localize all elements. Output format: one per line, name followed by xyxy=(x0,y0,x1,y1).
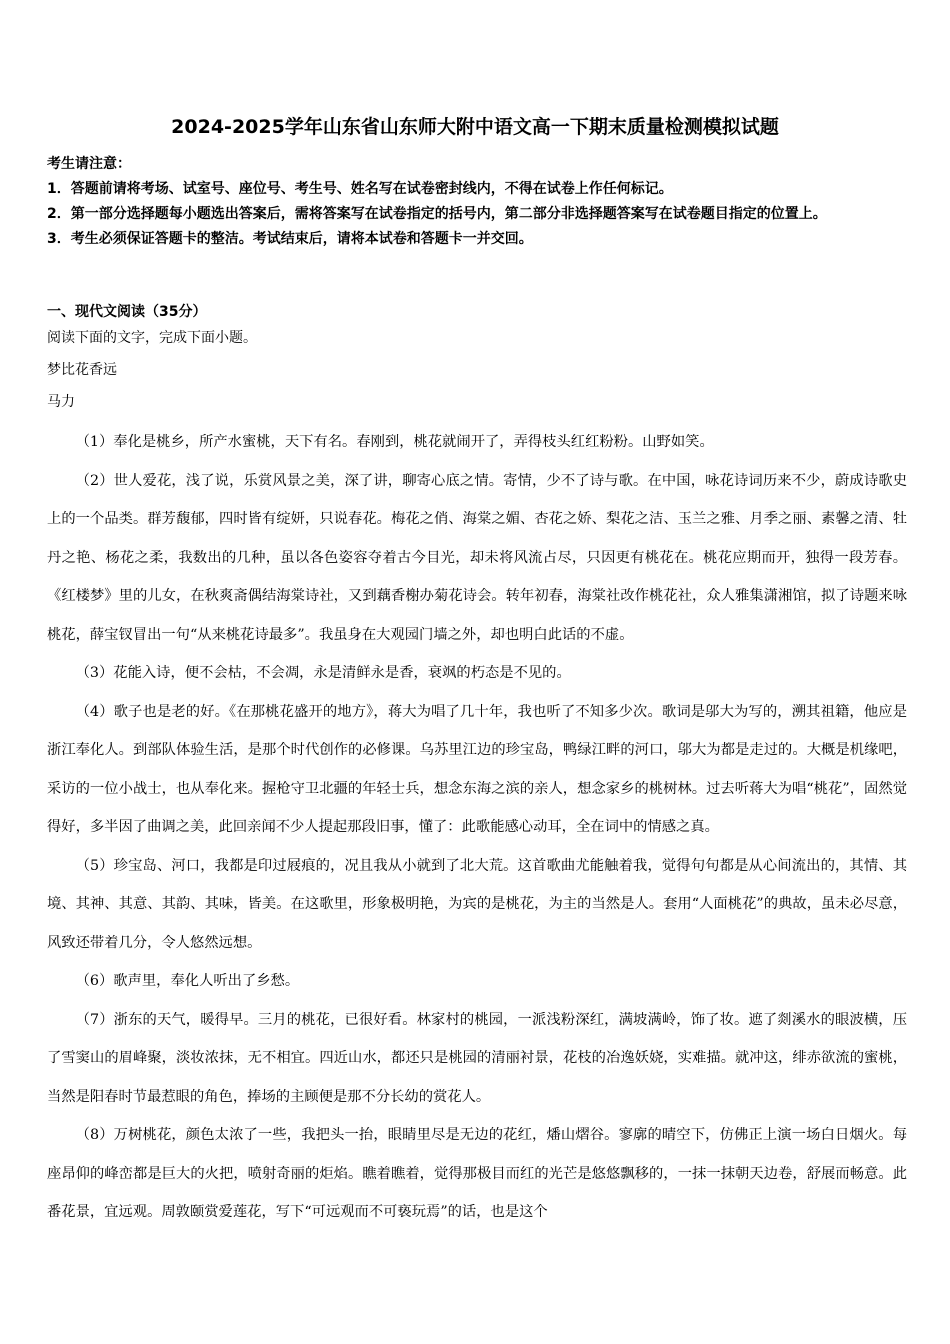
article-author: 马力 xyxy=(47,394,75,410)
section-instruction: 阅读下面的文字，完成下面小题。 xyxy=(47,330,257,346)
reading-section xyxy=(47,299,907,415)
notice-item: 3．考生必须保证答题卡的整洁。考试结束后，请将本试卷和答题卡一并交回。 xyxy=(47,231,533,247)
passage-paragraph: （7）浙东的天气，暖得早。三月的桃花，已很好看。林家村的桃园，一派浅粉深红，满坡满岭，饰了妆。遮了剡溪水的眼波横，压了雪窦山的眉峰聚，淡妆浓抹，无不相宜。四近山水，都还只是桃园的清丽衬景，花枝的冶逸妖娆，实难描。就冲这，绯赤欲流的蜜桃，当然是阳春时节最惹眼的角色，捧场的主顾便是那不分长幼的赏花人。 xyxy=(47,1011,907,1105)
reading-passage xyxy=(47,423,907,1232)
notice-heading: 考生请注意： xyxy=(47,156,131,172)
exam-title: 2024-2025学年山东省山东师大附中语文高一下期末质量检测模拟试题 xyxy=(171,116,779,138)
passage-paragraph: （6）歌声里，奉化人听出了乡愁。 xyxy=(75,973,300,989)
passage-paragraph: （4）歌子也是老的好。《在那桃花盛开的地方》，蒋大为唱了几十年，我也听了不知多少次。歌词是邬大为写的，溯其祖籍，他应是浙江奉化人。到部队体验生活，是那个时代创作的必修课。乌苏里江边的珍宝岛，鸭绿江畔的河口，邬大为都是走过的。大概是机缘吧，采访的一位小战士，也从奉化来。握枪守卫北疆的年轻士兵，想念东海之滨的亲人，想念家乡的桃树林。过去听蒋大为唱“桃花”，固然觉得好，多半因了曲调之美，此回亲闻不少人提起那段旧事，懂了：此歌能感心动耳，全在词中的情感之真。 xyxy=(47,703,907,835)
candidate-notice xyxy=(47,152,907,252)
passage-paragraph: （3）花能入诗，便不会枯，不会凋，永是清鲜永是香，衰飒的朽态是不见的。 xyxy=(75,665,571,681)
passage-paragraph: （5）珍宝岛、河口，我都是印过屐痕的，况且我从小就到了北大荒。这首歌曲尤能触着我，觉得句句都是从心间流出的，其情、其境、其神、其意、其韵、其味，皆美。在这歌里，形象极明艳，为宾的是桃花，为主的当然是人。套用“人面桃花”的典故，虽未必尽意，风致还带着几分，令人悠然远想。 xyxy=(47,857,907,951)
notice-item: 2．第一部分选择题每小题选出答案后，需将答案写在试卷指定的括号内，第二部分非选择题答案写在试卷题目指定的位置上。 xyxy=(47,206,827,222)
passage-paragraph: （1）奉化是桃乡，所产水蜜桃，天下有名。春刚到，桃花就闹开了，弄得枝头红红粉粉。山野如笑。 xyxy=(75,434,714,450)
section-heading: 一、现代文阅读（35分） xyxy=(47,304,207,320)
article-title: 梦比花香远 xyxy=(47,362,117,378)
notice-item: 1．答题前请将考场、试室号、座位号、考生号、姓名写在试卷密封线内，不得在试卷上作任何标记。 xyxy=(47,181,673,197)
passage-paragraph: （8）万树桃花，颜色太浓了一些，我把头一抬，眼睛里尽是无边的花红，燔山熠谷。寥廓的晴空下，仿佛正上演一场白日烟火。每座昂仰的峰峦都是巨大的火把，喷射奇丽的炬焰。瞧着瞧着，觉得那极目而红的光芒是悠悠飘移的，一抹一抹朝天边卷，舒展而畅意。此番花景，宜远观。周敦颐赏爱莲花，写下“可远观而不可亵玩焉”的话，也是这个 xyxy=(47,1127,907,1220)
passage-paragraph: （2）世人爱花，浅了说，乐赏风景之美，深了讲，聊寄心底之情。寄情，少不了诗与歌。在中国，咏花诗词历来不少，蔚成诗歌史上的一个品类。群芳馥郁，四时皆有绽妍，只说春花。梅花之俏、海棠之媚、杏花之娇、梨花之洁、玉兰之雅、月季之丽、素馨之清、牡丹之艳、杨花之柔，我数出的几种，虽以各色姿容夺着古今目光，却未将风流占尽，只因更有桃花在。桃花应期而开，独得一段芳春。《红楼梦》里的儿女，在秋爽斋偶结海棠诗社，又到藕香榭办菊花诗会。转年初春，海棠社改作桃花社，众人雅集潇湘馆，拟了诗题来咏桃花，薛宝钗冒出一句“从来桃花诗最多”。我虽身在大观园门墙之外，却也明白此话的不虚。 xyxy=(47,472,907,643)
